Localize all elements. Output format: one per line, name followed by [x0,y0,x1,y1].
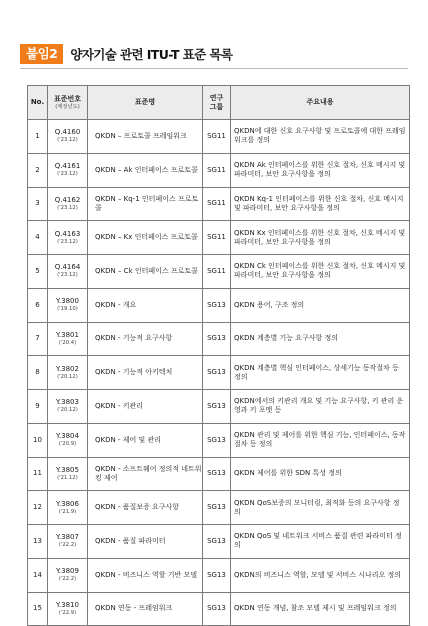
table-row [28,153,410,187]
table-row [28,221,410,255]
row-study-group: SG13 [203,288,231,322]
row-study-group: SG13 [203,356,231,390]
row-description: QKDN Kq-1 인터페이스를 위한 신호 절차, 신호 메시지 및 파라미터, 보안 요구사항을 정의 [231,187,410,221]
header-std-no: 표준번호 (제정년도) [48,86,88,120]
table-row [28,322,410,356]
row-std-no: Y.3802 ('20.12) [48,356,88,390]
row-std-name: QKDN - 개요 [88,288,203,322]
row-std-name: QKDN - 키관리 [88,390,203,424]
row-std-name: QKDN 연동 - 프레임워크 [88,592,203,626]
row-std-name: QKDN – Ck 인터페이스 프로토콜 [88,255,203,289]
table-row [28,390,410,424]
table-row [28,255,410,289]
table-row [28,356,410,390]
row-std-no: Y.3810 ('22.9) [48,592,88,626]
row-std-no: Y.3804 ('20.9) [48,423,88,457]
table-row [28,120,410,154]
row-description: QKDN 연동 개념, 참조 모델 제시 및 프레임워크 정의 [231,592,410,626]
row-study-group: SG13 [203,390,231,424]
row-std-no: Y.3800 ('19.10) [48,288,88,322]
row-description: QKDN 계층별 기능 요구사항 정의 [231,322,410,356]
row-no: 4 [28,221,48,255]
table-row [28,525,410,559]
header-std-name: 표준명 [88,86,203,120]
row-study-group: SG11 [203,153,231,187]
row-no: 5 [28,255,48,289]
row-description: QKDN 용어, 구조 정의 [231,288,410,322]
row-description: QKDN 제어를 위한 SDN 특성 정의 [231,457,410,491]
row-description: QKDN에서의 키관리 개요 및 기능 요구사항, 키 관리 운영과 키 포맷 등 [231,390,410,424]
row-study-group: SG11 [203,221,231,255]
row-std-name: QKDN - 기능적 아키텍처 [88,356,203,390]
table-row [28,423,410,457]
row-std-no: Y.3801 ('20.4) [48,322,88,356]
row-description: QKDN Kx 인터페이스를 위한 신호 절차, 신호 메시지 및 파라미터, 보안 요구사항을 정의 [231,221,410,255]
row-study-group: SG11 [203,187,231,221]
row-std-name: QKDN - 제어 및 관리 [88,423,203,457]
row-description: QKDN Ck 인터페이스를 위한 신호 절차, 신호 메시지 및 파라미터, 보안 요구사항을 정의 [231,255,410,289]
row-study-group: SG11 [203,255,231,289]
row-std-name: QKDN - 품질 파라미터 [88,525,203,559]
row-std-name: QKDN – Ak 인터페이스 프로토콜 [88,153,203,187]
row-std-no: Q.4161 ('23.12) [48,153,88,187]
header-no: No. [28,86,48,120]
row-no: 7 [28,322,48,356]
row-study-group: SG13 [203,491,231,525]
row-no: 6 [28,288,48,322]
section-heading [20,44,232,64]
row-std-name: QKDN - 비즈니스 역할 기반 모델 [88,558,203,592]
row-description: QKDN QoS 및 네트워크 서비스 품질 관련 파라미터 정의 [231,525,410,559]
table-row [28,491,410,525]
row-std-name: QKDN – Kx 인터페이스 프로토콜 [88,221,203,255]
row-no: 1 [28,120,48,154]
row-no: 8 [28,356,48,390]
row-description: QKDN 관리 및 제어를 위한 핵심 기능, 인터페이스, 동작절차 등 정의 [231,423,410,457]
row-study-group: SG13 [203,592,231,626]
row-std-no: Y.3807 ('22.2) [48,525,88,559]
row-no: 15 [28,592,48,626]
row-std-no: Y.3809 ('22.2) [48,558,88,592]
header-study-group: 연구 그룹 [203,86,231,120]
row-study-group: SG13 [203,322,231,356]
attachment-badge: 붙임2 [20,44,63,64]
row-std-no: Q.4162 ('23.12) [48,187,88,221]
row-std-no: Q.4163 ('23.12) [48,221,88,255]
row-description: QKDN Ak 인터페이스를 위한 신호 절차, 신호 메시지 및 파라미터, 보안 요구사항을 정의 [231,153,410,187]
row-description: QKDN 계층별 핵심 인터페이스, 상세기능 동작절차 등 정의 [231,356,410,390]
row-std-no: Q.4164 ('23.12) [48,255,88,289]
row-study-group: SG13 [203,457,231,491]
row-study-group: SG13 [203,558,231,592]
page-title: 양자기술 관련 ITU-T 표준 목록 [70,47,233,62]
row-study-group: SG11 [203,120,231,154]
row-std-no: Y.3803 ('20.12) [48,390,88,424]
table-row [28,558,410,592]
row-description: QKDN QoS보증의 모니터링, 최적화 등의 요구사항 정의 [231,491,410,525]
row-std-name: QKDN - 품질보증 요구사항 [88,491,203,525]
row-no: 10 [28,423,48,457]
title-divider [20,68,408,69]
row-no: 2 [28,153,48,187]
row-std-name: QKDN – Kq-1 인터페이스 프로토콜 [88,187,203,221]
table-row [28,187,410,221]
row-std-no: Y.3805 ('21.12) [48,457,88,491]
row-description: QKDN의 비즈니스 역할, 모델 및 서비스 시나리오 정의 [231,558,410,592]
table-row [28,288,410,322]
table-header-row [28,86,410,120]
row-std-name: QKDN – 프로토콜 프레임워크 [88,120,203,154]
row-no: 13 [28,525,48,559]
row-no: 9 [28,390,48,424]
row-std-no: Q.4160 ('23.12) [48,120,88,154]
table-row [28,457,410,491]
row-std-no: Y.3806 ('21.9) [48,491,88,525]
header-description: 주요내용 [231,86,410,120]
row-description: QKDN에 대한 신호 요구사항 및 프로토콜에 대한 프레임워크를 정의 [231,120,410,154]
row-std-name: QKDN - 기능적 요구사항 [88,322,203,356]
standards-table [27,85,410,626]
row-std-name: QKDN - 소프트웨어 정의적 네트워킹 제어 [88,457,203,491]
row-no: 12 [28,491,48,525]
row-no: 3 [28,187,48,221]
row-study-group: SG13 [203,423,231,457]
row-no: 14 [28,558,48,592]
table-row [28,592,410,626]
row-no: 11 [28,457,48,491]
row-study-group: SG13 [203,525,231,559]
